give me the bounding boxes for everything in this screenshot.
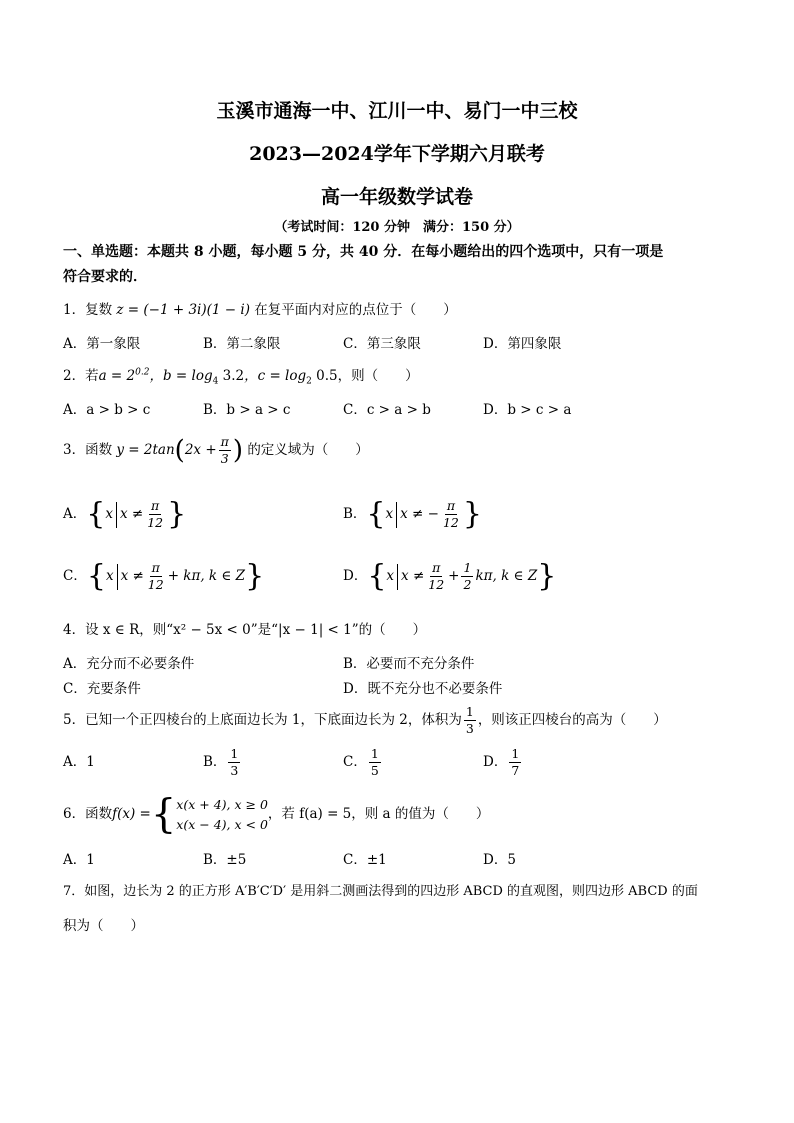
q3-option-b-brace-open: { [366,496,386,532]
q3-prefix: 3．函数 [63,442,113,458]
q1-expression: z = (−1 + 3i)(1 − i) [116,302,250,318]
q4-option-c: C．充要条件 [63,681,141,697]
q2-option-c: C．c > a > b [343,402,431,418]
q3-expr-inner: 2x + [184,442,217,458]
q3-option-d-plus: + [448,568,460,584]
q1-option-d: D．第四象限 [483,336,562,352]
q1-option-c: C．第三象限 [343,336,421,352]
q5-option-c-num: 1 [370,746,379,761]
q3-option-d-num2: 1 [463,560,472,575]
question-4: 4．设 x ∈ R，则“x² − 5x < 0”是“|x − 1| < 1”的（ ） [63,622,427,638]
q6-piecewise-brace: { [150,791,177,838]
question-7-line1: 7．如图，边长为 2 的正方形 A′B′C′D′ 是用斜二测画法得到的四边形 ABCD 的直观图，则四边形 ABCD 的面 [63,884,698,899]
q3-option-b-brace-close: } [462,496,482,532]
q3-option-c-tail: + kπ, k ∈ Z [167,568,246,584]
q6-option-c: C．±1 [343,852,387,868]
q3-option-a-fraction [145,498,165,531]
section-heading-line2: 符合要求的． [63,269,147,285]
q5-prefix: 5．已知一个正四棱台的上底面边长为 1，下底面边长为 2，体积为 [63,712,462,728]
q4-option-a: A．充分而不必要条件 [63,656,195,672]
question-1 [63,298,457,318]
q3-paren-open: ( [174,435,185,466]
q6-fx: f(x) = [112,806,151,822]
q1-option-a: A．第一象限 [63,336,141,352]
q5-option-c-den: 5 [370,763,379,778]
q1-suffix: 在复平面内对应的点位于（ ） [254,302,457,318]
q5-option-d-label: D． [483,754,508,770]
section-heading-line1: 一、单选题：本题共 8 小题，每小题 5 分，共 40 分．在每小题给出的四个选项中，只有一项是 [63,244,664,260]
q3-option-c-var: x [105,568,114,584]
q3-option-b-den: 12 [442,515,459,530]
q5-frac-num: 1 [465,704,474,719]
q3-option-d-den: 12 [428,577,445,592]
q6-option-d: D．5 [483,852,516,868]
q2-c: ，c = log [244,368,307,384]
q3-option-c-bar [117,564,118,590]
q2-option-a: A．a > b > c [63,402,151,418]
q3-option-d-tail: kπ, k ∈ Z [475,568,538,584]
q3-option-c-num: π [151,560,160,575]
question-5 [63,700,667,740]
q3-option-a-cond: x ≠ [119,506,144,522]
q5-option-b-den: 3 [230,763,239,778]
q3-option-a-bar [116,502,117,528]
q6-piece-2: x(x − 4), x < 0 [176,816,268,832]
q5-option-b-label: B． [203,754,227,770]
q2-a-exponent: 0.2 [135,367,150,378]
q5-suffix: ，则该正四棱台的高为（ ） [477,712,667,728]
q6-prefix: 6．函数 [63,806,113,822]
q3-option-d-fraction [426,560,446,593]
question-7-line2: 积为（ ） [63,918,144,934]
exam-title-subject: 高一年级数学试卷 [320,186,473,208]
q3-option-b-fraction [441,498,461,531]
q3-option-a-brace-close: } [167,496,187,532]
q3-option-c-fraction [146,560,166,593]
question-2 [63,364,419,387]
q3-option-c-cond: x ≠ [120,568,144,584]
q3-option-c-brace-open: { [86,558,106,594]
question-3 [63,430,369,470]
q3-option-b-label: B． [343,506,367,522]
q3-option-d-den2: 2 [463,577,472,592]
q3-option-d-label: D． [343,568,368,584]
exam-info: （考试时间：120 分钟 满分：150 分） [274,220,520,235]
q5-option-c [343,742,383,782]
q2-suffix: ，则（ ） [337,368,419,384]
question-6 [63,792,489,837]
q5-option-b [203,742,242,782]
q5-option-a: A．1 [63,754,95,770]
q3-option-d-brace-close: } [537,558,557,594]
q3-option-b [343,494,482,535]
q3-option-d-bar [397,564,398,590]
q6-option-a: A．1 [63,852,95,868]
q3-option-c [63,556,264,597]
q2-a: a = 2 [98,368,136,384]
exam-title-schools: 玉溪市通海一中、江川一中、易门一中三校 [216,100,578,122]
q3-option-c-label: C． [63,568,87,584]
q3-expr-left: y = 2tan [116,442,175,458]
q3-option-a-label: A． [63,506,87,522]
q3-option-b-var: x [385,506,394,522]
q2-option-d: D．b > c > a [483,402,572,418]
q3-option-c-den: 12 [147,577,164,592]
q3-frac-den: 3 [220,451,229,466]
q3-suffix: 的定义域为（ ） [247,442,369,458]
q3-option-d-num: π [432,560,441,575]
q3-option-a-den: 12 [147,515,164,530]
q2-b-base: 4 [212,376,219,387]
q6-piece-1: x(x + 4), x ≥ 0 [176,796,268,812]
q3-option-b-num: π [446,498,456,513]
q2-c-base: 2 [306,376,312,387]
q2-c-arg: 0.5 [311,368,338,384]
q5-option-d-den: 7 [511,763,520,778]
q5-option-d-num: 1 [511,746,520,761]
q1-prefix: 1．复数 [63,302,113,318]
q5-option-b-fraction [228,746,240,779]
q2-b-arg: 3.2 [218,368,245,384]
q5-option-b-num: 1 [230,746,239,761]
q5-option-d [483,742,523,782]
q3-option-b-cond: x ≠ − [400,506,439,522]
q3-option-a [63,494,186,535]
q3-paren-close: ) [232,435,244,466]
q6-piecewise [176,795,268,835]
q3-frac-num: π [220,434,229,449]
q3-option-a-num: π [151,498,160,513]
q3-option-a-var: x [105,506,113,522]
q3-option-d-fraction2 [461,560,473,593]
q6-suffix: ，若 f(a) = 5，则 a 的值为（ ） [267,806,490,822]
q4-option-b: B．必要而不充分条件 [343,656,475,672]
q5-fraction [464,704,476,737]
q3-option-d-brace-open: { [367,558,387,594]
q5-option-c-label: C． [343,754,367,770]
q5-option-c-fraction [369,746,381,779]
q3-option-c-brace-close: } [245,558,265,594]
q4-option-d: D．既不充分也不必要条件 [343,681,503,697]
q3-option-a-brace-open: { [86,496,106,532]
exam-title-term: 2023—2024学年下学期六月联考 [249,143,545,165]
q2-prefix: 2．若 [63,368,99,384]
q2-option-b: B．b > a > c [203,402,291,418]
q2-b: ，b = log [149,368,213,384]
q1-option-b: B．第二象限 [203,336,281,352]
q3-option-d [343,556,556,597]
q5-option-d-fraction [509,746,521,779]
q3-fraction [219,434,231,467]
q5-frac-den: 3 [465,721,474,736]
q6-option-b: B．±5 [203,852,247,868]
q3-option-d-cond: x ≠ [401,568,425,584]
q3-option-d-var: x [386,568,395,584]
q3-option-b-bar [396,502,397,528]
